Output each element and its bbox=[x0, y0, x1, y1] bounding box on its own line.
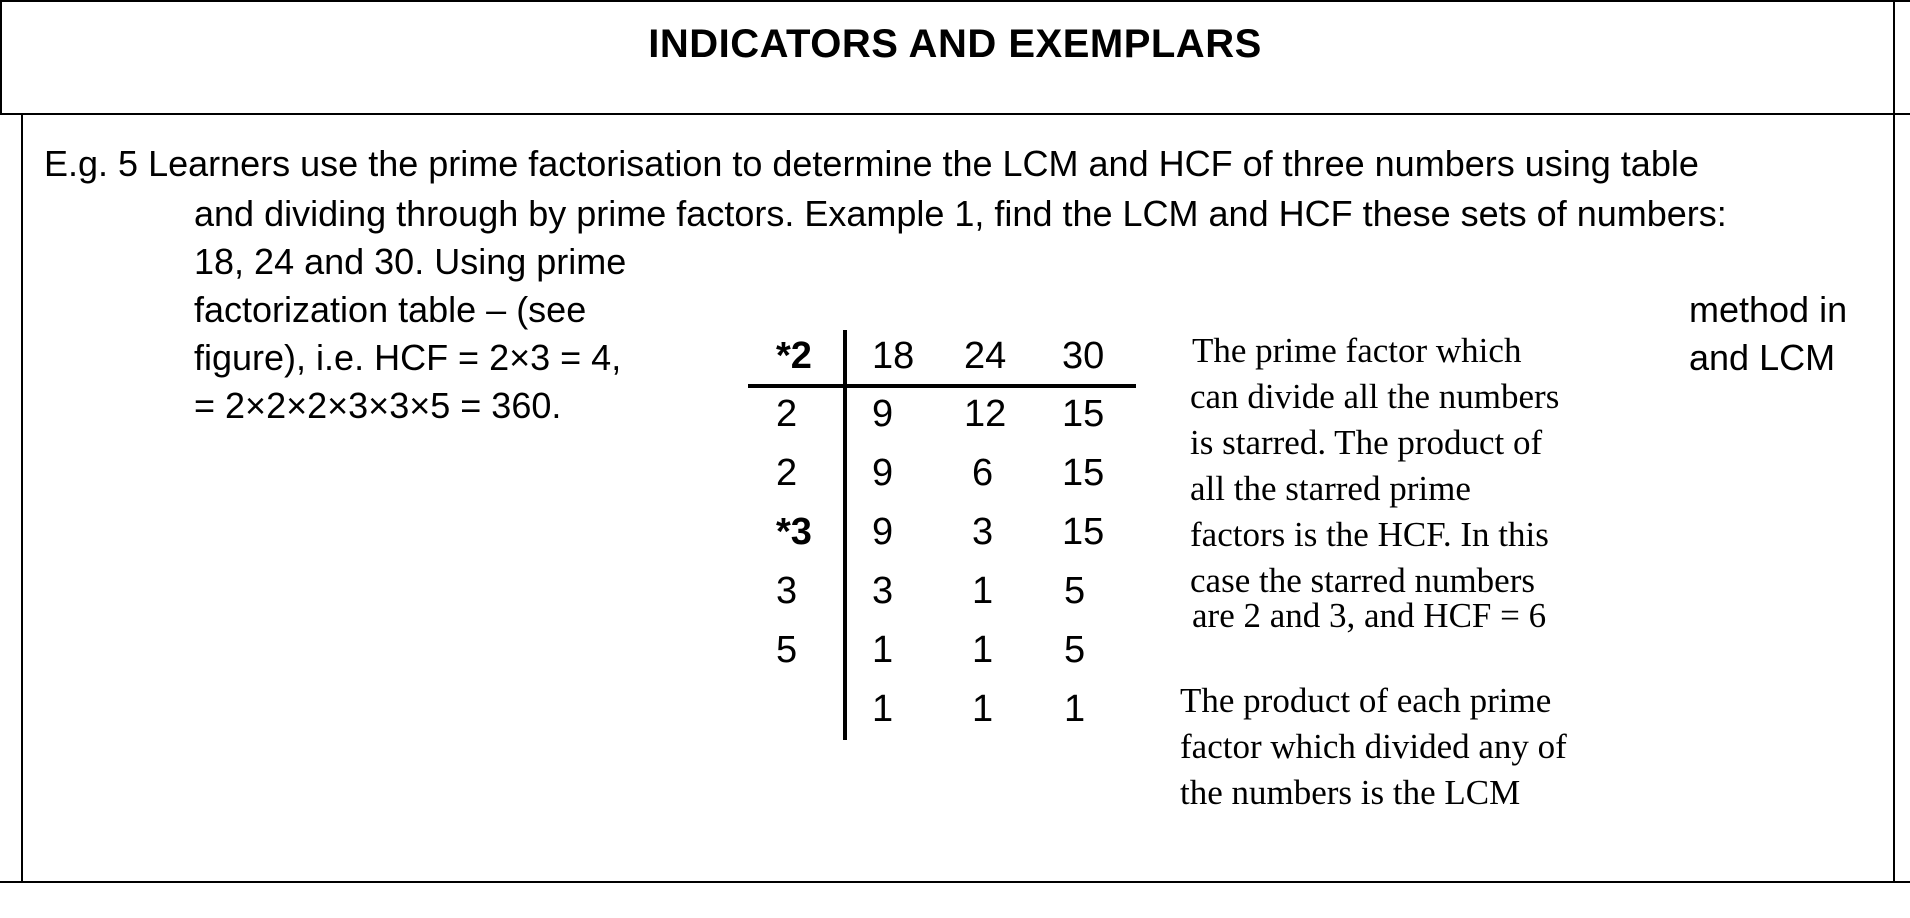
table-cell: 3 bbox=[872, 570, 894, 612]
hcf-note-line: factors is the HCF. In this bbox=[1190, 515, 1549, 554]
right-border bbox=[1893, 0, 1895, 883]
left-line-2: factorization table – (see bbox=[194, 289, 587, 330]
left-border bbox=[21, 113, 23, 883]
table-cell: 1 bbox=[872, 629, 894, 671]
table-vertical-rule bbox=[843, 330, 847, 740]
table-cell: 1 bbox=[872, 688, 894, 730]
divisor-cell: 3 bbox=[776, 570, 798, 612]
table-cell: 24 bbox=[964, 335, 1007, 377]
table-cell: 12 bbox=[964, 393, 1007, 435]
right-line-2: and LCM bbox=[1689, 337, 1836, 378]
table-cell: 15 bbox=[1062, 452, 1105, 494]
hcf-note-line: all the starred prime bbox=[1190, 469, 1471, 508]
intro-line-1: E.g. 5 Learners use the prime factorisation to determine the LCM and HCF of three numbers using table bbox=[44, 143, 1699, 184]
left-line-4: = 2×2×2×3×3×5 = 360. bbox=[194, 385, 562, 426]
left-line-3: figure), i.e. HCF = 2×3 = 4, bbox=[194, 337, 622, 378]
table-cell: 1 bbox=[972, 629, 994, 671]
table-cell: 15 bbox=[1062, 511, 1105, 553]
lcm-note-line: The product of each prime bbox=[1180, 681, 1552, 720]
table-cell: 9 bbox=[872, 511, 894, 553]
divisor-cell: 2 bbox=[776, 452, 798, 494]
hcf-note-line: is starred. The product of bbox=[1190, 423, 1543, 462]
table-cell: 1 bbox=[972, 570, 994, 612]
table-cell: 6 bbox=[972, 452, 994, 494]
table-cell: 1 bbox=[972, 688, 994, 730]
hcf-note-line: can divide all the numbers bbox=[1190, 377, 1560, 416]
header-divider bbox=[0, 113, 1910, 115]
divisor-cell: 2 bbox=[776, 393, 798, 435]
divisor-cell: *3 bbox=[776, 511, 812, 553]
table-cell: 15 bbox=[1062, 393, 1105, 435]
left-line-1: 18, 24 and 30. Using prime bbox=[194, 241, 627, 282]
section-title: INDICATORS AND EXEMPLARS bbox=[648, 22, 1262, 66]
hcf-note-line: The prime factor which bbox=[1192, 331, 1522, 370]
table-cell: 30 bbox=[1062, 335, 1105, 377]
bottom-border bbox=[0, 881, 1910, 883]
divisor-cell: *2 bbox=[776, 335, 812, 377]
table-cell: 5 bbox=[1064, 570, 1086, 612]
hcf-note-line: are 2 and 3, and HCF = 6 bbox=[1192, 596, 1547, 635]
table-cell: 3 bbox=[972, 511, 994, 553]
hcf-note-line: case the starred numbers bbox=[1190, 561, 1535, 600]
table-cell: 1 bbox=[1064, 688, 1086, 730]
intro-line-2: and dividing through by prime factors. Example 1, find the LCM and HCF these sets of numbers: bbox=[194, 193, 1727, 234]
table-cell: 9 bbox=[872, 452, 894, 494]
table-cell: 9 bbox=[872, 393, 894, 435]
top-border bbox=[0, 0, 1910, 2]
table-horizontal-rule bbox=[748, 384, 1136, 388]
right-line-1: method in bbox=[1689, 289, 1848, 330]
table-cell: 18 bbox=[872, 335, 915, 377]
divisor-cell: 5 bbox=[776, 629, 798, 671]
lcm-note-line: factor which divided any of bbox=[1180, 727, 1567, 766]
table-cell: 5 bbox=[1064, 629, 1086, 671]
prime-division-table bbox=[748, 330, 1138, 750]
lcm-note-line: the numbers is the LCM bbox=[1180, 773, 1521, 812]
